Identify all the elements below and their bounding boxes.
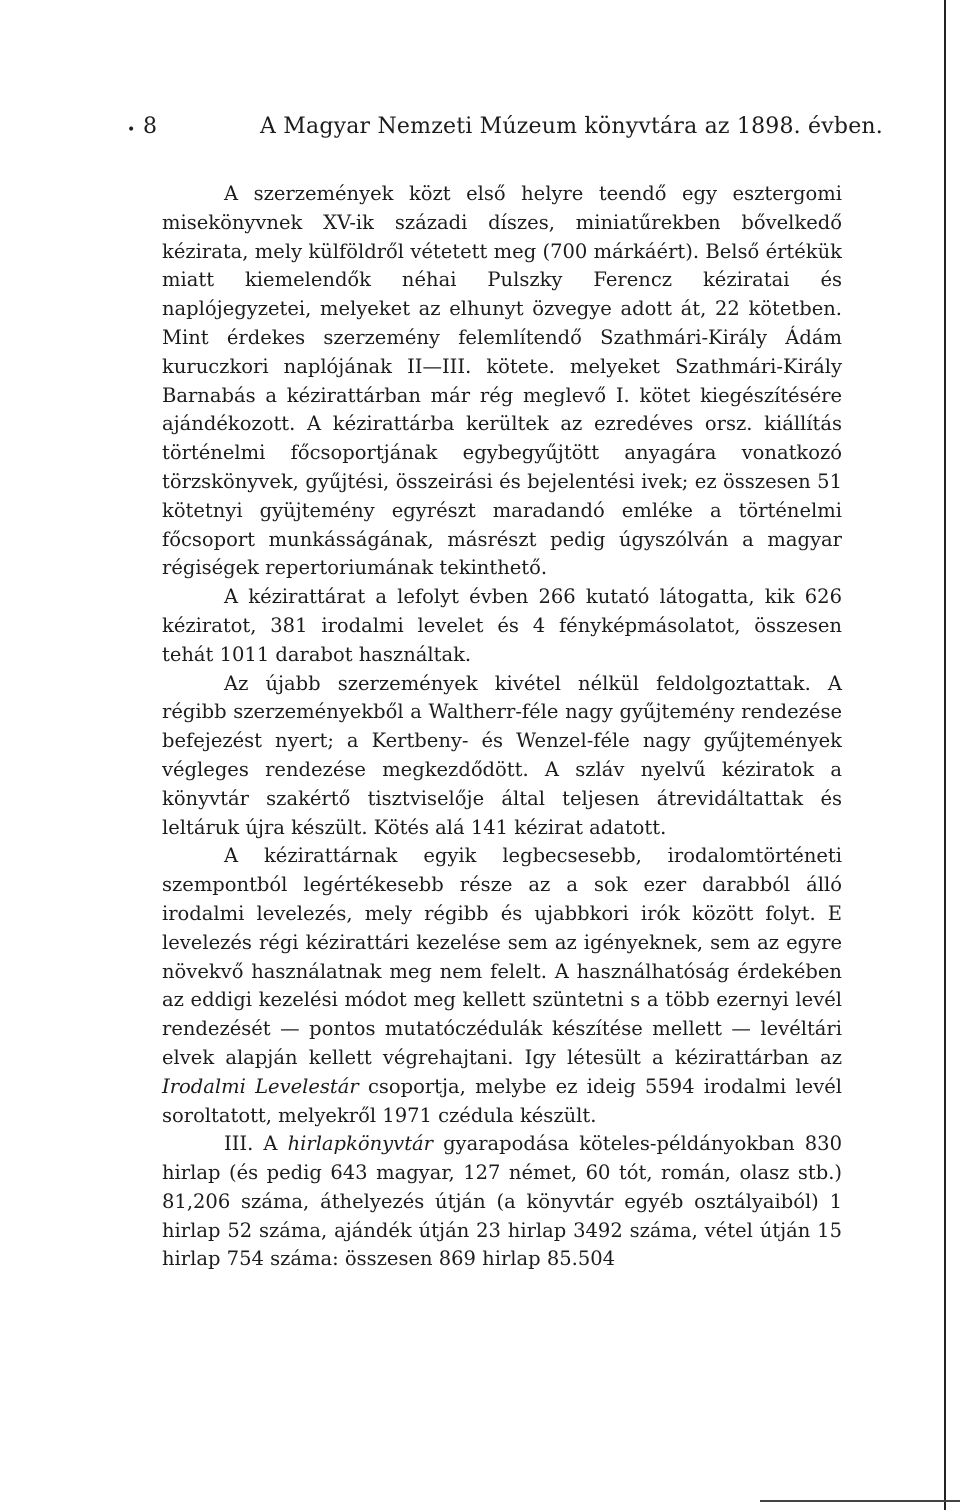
paragraph-text: III. A xyxy=(224,1132,288,1156)
italic-title: hirlapkönyvtár xyxy=(287,1132,433,1156)
scan-bottom-line xyxy=(760,1500,960,1502)
paragraph xyxy=(162,180,842,583)
body-text xyxy=(162,180,842,1274)
page-number: 8 xyxy=(143,114,157,139)
paragraph-text: Az újabb szerzemények kivétel nélkül feldolgoztattak. A régibb szerzeményekből a Waltherr-féle nagy gyűjtemény rendezése befejezést nyert; a Kertbeny- és Wenzel-féle nagy gyűjtemények végleges rendezése megkezdődött. A szláv nyelvű kéziratok a könyvtár szakértő tisztviselője által teljesen átrevidáltattak és leltáruk újra készült. Kötés alá 141 kézirat adatott. xyxy=(162,671,842,839)
paragraph-text: csoportja, melybe ez ideig 5594 irodalmi levél soroltatott, melyekről 1971 czédula készült. xyxy=(162,1074,842,1127)
paragraph-text: A kézirattárnak egyik legbecsesebb, irodalomtörténeti szempontból legértékesebb része az a sok ezer darabból álló irodalmi levelezés, mely régibb és ujabbkori irók között folyt. E levelezés régi kézirattári kezelése sem az igényeknek, sem az egyre növekvő használatnak meg nem felelt. A használhatóság érdekében az eddigi kezelési módot meg kellett szüntetni s a több ezernyi levél rendezését — pontos mutatóczédulák készítése mellett — levéltári elvek alapján kellett végrehajtani. Igy létesült a kézirattárban az xyxy=(162,844,842,1069)
bullet-dot: • xyxy=(127,122,136,138)
paragraph xyxy=(162,670,842,843)
paragraph xyxy=(162,583,842,669)
paragraph-text: gyarapodása köteles-példányokban 830 hirlap (és pedig 643 magyar, 127 német, 60 tót, román, olasz stb.) 81,206 száma, áthelyezés útján (a könyvtár egyéb osztályaiból) 1 hirlap 52 száma, ajándék útján 23 hirlap 3492 száma, vétel útján 15 hirlap 754 száma: összesen 869 hirlap 85.504 xyxy=(162,1132,842,1271)
paragraph xyxy=(162,1130,842,1274)
paragraph xyxy=(162,842,842,1130)
paragraph-text: A kézirattárat a lefolyt évben 266 kutató látogatta, kik 626 kéziratot, 381 irodalmi levelet és 4 fényképmásolatot, összesen tehát 1011 darabot használtak. xyxy=(162,585,842,666)
italic-title: Irodalmi Levelestár xyxy=(162,1074,359,1098)
running-head: A Magyar Nemzeti Múzeum könyvtára az 1898. évben. xyxy=(260,114,883,139)
paragraph-text: A szerzemények közt első helyre teendő egy esztergomi misekönyvnek XV-ik századi díszes, miniatűrekben bővelkedő kézirata, mely külföldről vétetett meg (700 márkáért). Belső értékük miatt kiemelendők néhai Pulszky Ferencz kéziratai és naplójegyzetei, melyeket az elhunyt özvegye adott át, 22 kötetben. Mint érdekes szerzemény felemlítendő Szathmári-Király Ádám kuruczkori naplójának II—III. kötete. melyeket Szathmári-Király Barnabás a kézirattárban már rég meglevő I. kötet kiegészítésére ajándékozott. A kézirattárba kerültek az ezredéves orsz. kiállítás történelmi főcsoportjának egybegyűjtött anyagára vonatkozó törzskönyvek, gyűjtési, összeirási és bejelentési ivek; ez összesen 51 kötetnyi gyüjtemény egyrészt maradandó emléke a történelmi főcsoport munkásságának, másrészt pedig úgyszólván a magyar régiségek repertoriumának tekinthető. xyxy=(162,182,842,580)
scan-edge-line xyxy=(944,0,946,1510)
